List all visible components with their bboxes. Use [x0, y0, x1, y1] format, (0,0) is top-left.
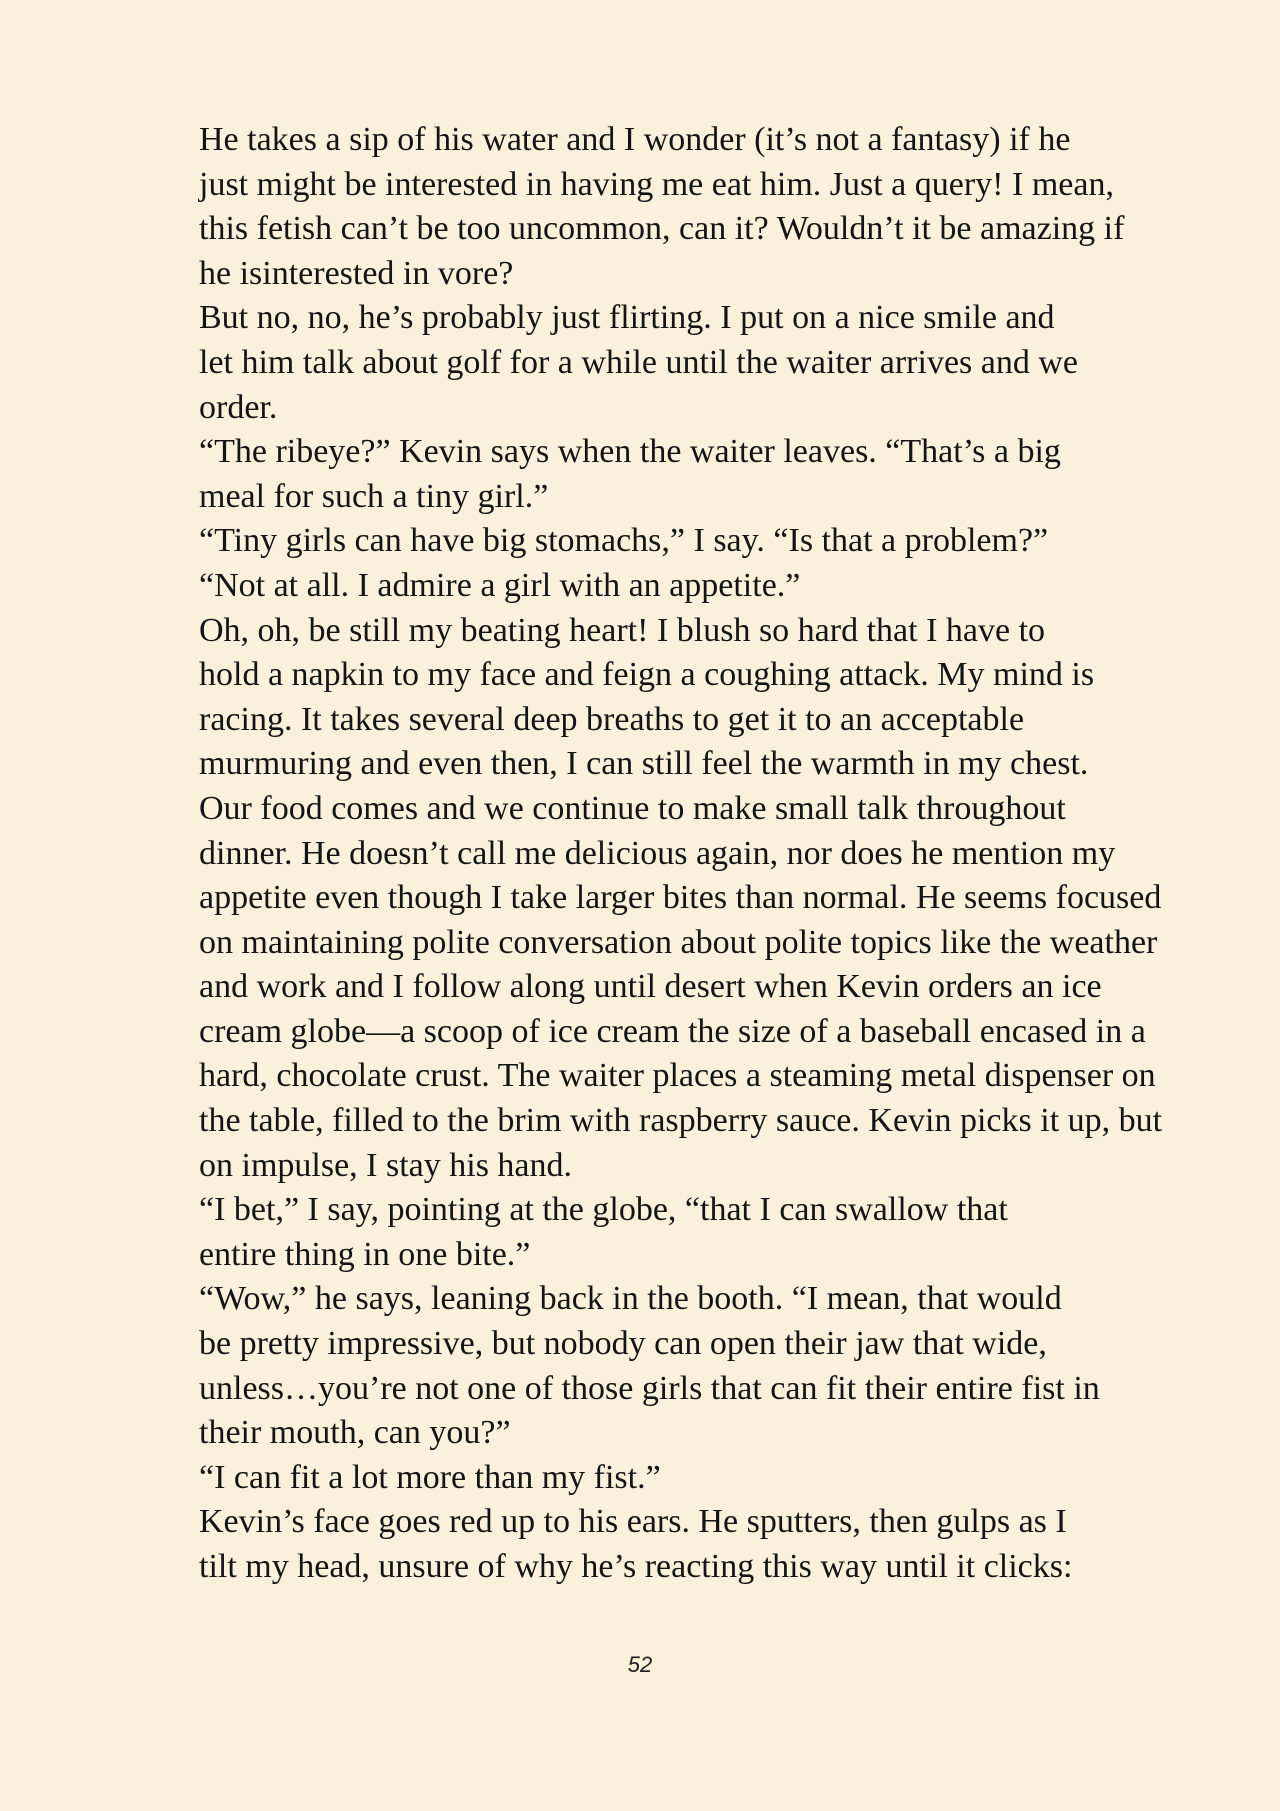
text-line: order.: [199, 388, 278, 426]
paragraph: [122, 118, 1162, 296]
text-line: “I can fit a lot more than my fist.”: [199, 1458, 661, 1496]
text-line: meal for such a tiny girl.”: [199, 477, 549, 515]
text-line: be pretty impressive, but nobody can open their jaw that wide,: [199, 1325, 1047, 1363]
paragraph: [122, 609, 1162, 787]
text-line: “Tiny girls can have big stomachs,” I say. “Is that a problem?”: [199, 522, 1049, 560]
text-line: Oh, oh, be still my beating heart! I blush so hard that I have to: [199, 611, 1046, 649]
page-number: 52: [627, 1652, 653, 1677]
paragraph: [122, 430, 1162, 519]
text-line: He takes a sip of his water and I wonder (it’s not a fantasy) if he: [199, 121, 1071, 158]
text-line: But no, no, he’s probably just flirting. I put on a nice smile and: [199, 299, 1055, 337]
text-line: unless…you’re not one of those girls that can fit their entire fist in: [199, 1369, 1100, 1407]
text-line: murmuring and even then, I can still feel the warmth in my chest.: [199, 745, 1089, 783]
paragraph: [122, 519, 1162, 564]
text-line: on impulse, I stay his hand.: [199, 1146, 573, 1184]
text-line: Kevin’s face goes red up to his ears. He sputters, then gulps as I: [199, 1503, 1067, 1541]
text-line: cream globe—a scoop of ice cream the size of a baseball encased in a: [199, 1012, 1146, 1050]
text-line: hold a napkin to my face and feign a coughing attack. My mind is: [199, 656, 1095, 694]
paragraph: [122, 1188, 1162, 1277]
text-line: just might be interested in having me eat him. Just a query! I mean,: [199, 165, 1114, 203]
paragraph: [122, 1277, 1162, 1455]
text-line: “The ribeye?” Kevin says when the waiter leaves. “That’s a big: [199, 433, 1061, 471]
paragraph: [122, 787, 1162, 1188]
text-line: appetite even though I take larger bites than normal. He seems focused: [199, 879, 1162, 917]
text-line: tilt my head, unsure of why he’s reacting this way until it clicks:: [199, 1548, 1073, 1585]
text-line: “Wow,” he says, leaning back in the booth. “I mean, that would: [199, 1280, 1062, 1318]
paragraph: [122, 564, 1162, 609]
text-line: Our food comes and we continue to make small talk throughout: [199, 789, 1066, 827]
text-line: entire thing in one bite.”: [199, 1235, 531, 1273]
text-line: racing. It takes several deep breaths to get it to an acceptable: [199, 700, 1025, 738]
text-line: and work and I follow along until desert when Kevin orders an ice: [199, 968, 1102, 1006]
paragraph: [122, 1500, 1162, 1589]
text-line: “I bet,” I say, pointing at the globe, “that I can swallow that: [199, 1191, 1008, 1229]
page-body-text: [122, 118, 1162, 1590]
text-line: “Not at all. I admire a girl with an appetite.”: [199, 566, 801, 604]
text-line: hard, chocolate crust. The waiter places a steaming metal dispenser on: [199, 1057, 1156, 1095]
text-line: let him talk about golf for a while until the waiter arrives and we: [199, 343, 1079, 381]
paragraph: [122, 1456, 1162, 1501]
text-line: on maintaining polite conversation about polite topics like the weather: [199, 923, 1158, 961]
paragraph: [122, 296, 1162, 430]
text-line: the table, filled to the brim with raspberry sauce. Kevin picks it up, but: [199, 1102, 1163, 1140]
text-line: their mouth, can you?”: [199, 1414, 511, 1452]
text-line: he isinterested in vore?: [199, 254, 514, 292]
text-line: this fetish can’t be too uncommon, can it? Wouldn’t it be amazing if: [199, 210, 1125, 248]
text-line: dinner. He doesn’t call me delicious again, nor does he mention my: [199, 834, 1116, 872]
